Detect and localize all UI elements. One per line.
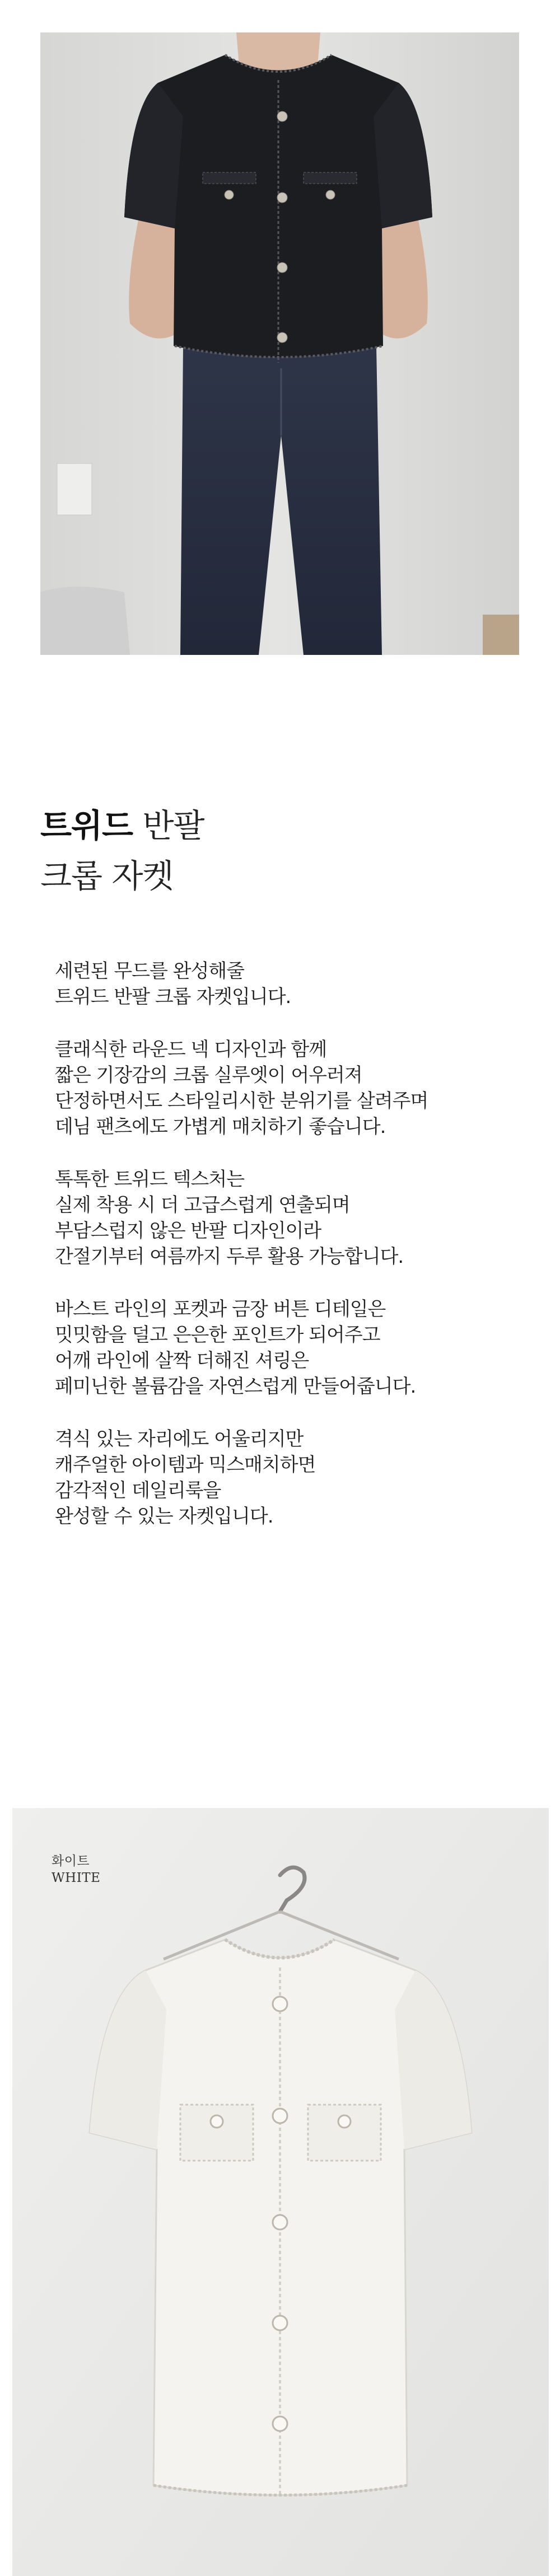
color-label-en: WHITE [52, 1871, 101, 1885]
product-title [40, 800, 522, 901]
description-paragraph-4 [55, 1296, 548, 1399]
description-line: 짧은 기장감의 크롭 실루엣이 어우러져 [55, 1064, 362, 1086]
description-line: 바스트 라인의 포켓과 금장 버튼 디테일은 [55, 1298, 386, 1320]
description-line: 페미닌한 볼륨감을 자연스럽게 만들어줍니다. [55, 1375, 416, 1398]
description-line: 어깨 라인에 살짝 더해진 셔링은 [55, 1350, 309, 1372]
description-line: 부담스럽지 않은 반팔 디자인이라 [55, 1220, 321, 1242]
description-paragraph-2 [55, 1037, 548, 1140]
product-description [55, 958, 548, 1556]
description-line: 데님 팬츠에도 가볍게 매치하기 좋습니다. [55, 1116, 386, 1138]
description-line: 밋밋함을 덜고 은은한 포인트가 되어주고 [55, 1324, 380, 1346]
description-paragraph-3 [55, 1167, 548, 1270]
description-line: 격식 있는 자리에도 어울리지만 [55, 1428, 304, 1450]
color-label-kr: 화이트 [52, 1854, 90, 1868]
description-line: 완성할 수 있는 자켓입니다. [55, 1505, 273, 1528]
description-paragraph-5 [55, 1426, 548, 1529]
description-line: 단정하면서도 스타일리시한 분위기를 살려주며 [55, 1090, 428, 1112]
white-jacket-photo-icon [12, 1808, 549, 2576]
title-rest: 반팔 [142, 807, 204, 845]
title-bold: 트위드 [40, 807, 133, 845]
description-paragraph-1 [55, 958, 548, 1010]
description-line: 캐주얼한 아이템과 믹스매치하면 [55, 1454, 316, 1476]
description-line: 간절기부터 여름까지 두루 활용 가능합니다. [55, 1245, 404, 1268]
title-line-1 [40, 800, 522, 851]
hero-photo [40, 32, 519, 655]
description-line: 클래식한 라운드 넥 디자인과 함께 [55, 1038, 327, 1061]
description-line: 감각적인 데일리룩을 [55, 1479, 221, 1502]
description-line: 트위드 반팔 크롭 자켓입니다. [55, 986, 291, 1008]
description-line: 실제 착용 시 더 고급스럽게 연출되며 [55, 1194, 350, 1216]
title-line-2: 크롭 자켓 [40, 857, 174, 895]
description-line: 톡톡한 트위드 텍스처는 [55, 1168, 245, 1191]
model-photo-icon [40, 32, 519, 655]
product-photo [12, 1808, 549, 2576]
description-line: 세련된 무드를 완성해줄 [55, 960, 245, 982]
color-label [52, 1853, 100, 1886]
